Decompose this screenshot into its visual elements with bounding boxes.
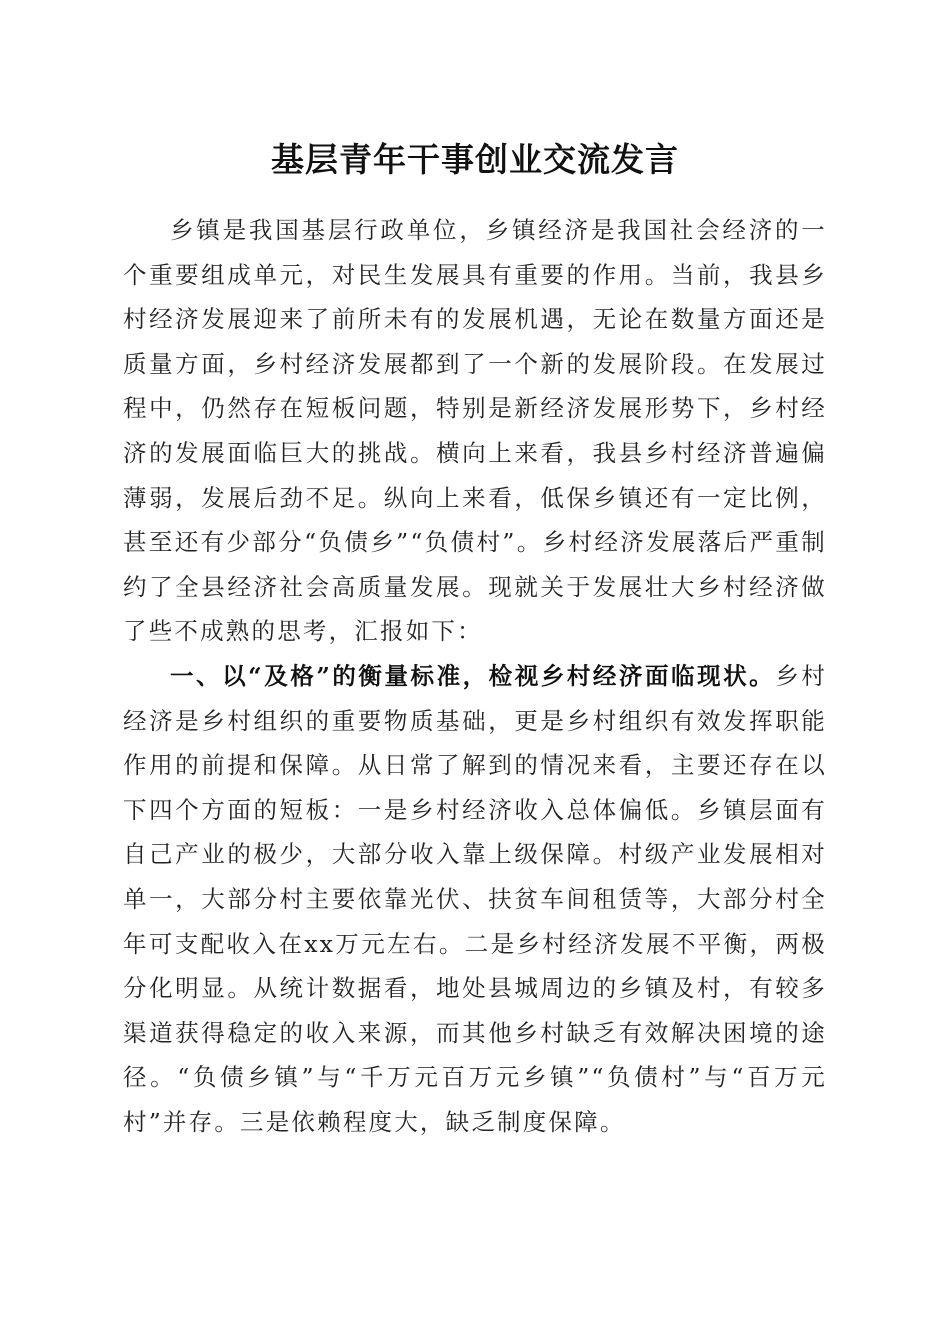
- document-body: [123, 208, 827, 1144]
- section-1-text: 乡村经济是乡村组织的重要物质基础，更是乡村组织有效发挥职能作用的前提和保障。从日常了解到的情况来看，主要还存在以下四个方面的短板：一是乡村经济收入总体偏低。乡镇层面有自己产业的极少，大部分收入靠上级保障。村级产业发展相对单一，大部分村主要依靠光伏、扶贫车间租赁等，大部分村全年可支配收入在xx万元左右。二是乡村经济发展不平衡，两极分化明显。从统计数据看，地处县城周边的乡镇及村，有较多渠道获得稳定的收入来源，而其他乡村缺乏有效解决困境的途径。“负债乡镇”与“千万元百万元乡镇”“负债村”与“百万元村”并存。三是依赖程度大，缺乏制度保障。: [123, 661, 827, 1136]
- intro-paragraph: 乡镇是我国基层行政单位，乡镇经济是我国社会经济的一个重要组成单元，对民生发展具有重要的作用。当前，我县乡村经济发展迎来了前所未有的发展机遇，无论在数量方面还是质量方面，乡村经济发展都到了一个新的发展阶段。在发展过程中，仍然存在短板问题，特别是新经济发展形势下，乡村经济的发展面临巨大的挑战。横向上来看，我县乡村经济普遍偏薄弱，发展后劲不足。纵向上来看，低保乡镇还有一定比例，甚至还有少部分“负债乡”“负债村”。乡村经济发展落后严重制约了全县经济社会高质量发展。现就关于发展壮大乡村经济做了些不成熟的思考，汇报如下：: [123, 216, 827, 646]
- section-1-heading: 一、以“及格”的衡量标准，检视乡村经济面临现状。: [170, 661, 776, 690]
- section-1-paragraph: [123, 654, 827, 1145]
- document-title: 基层青年干事创业交流发言: [271, 140, 679, 179]
